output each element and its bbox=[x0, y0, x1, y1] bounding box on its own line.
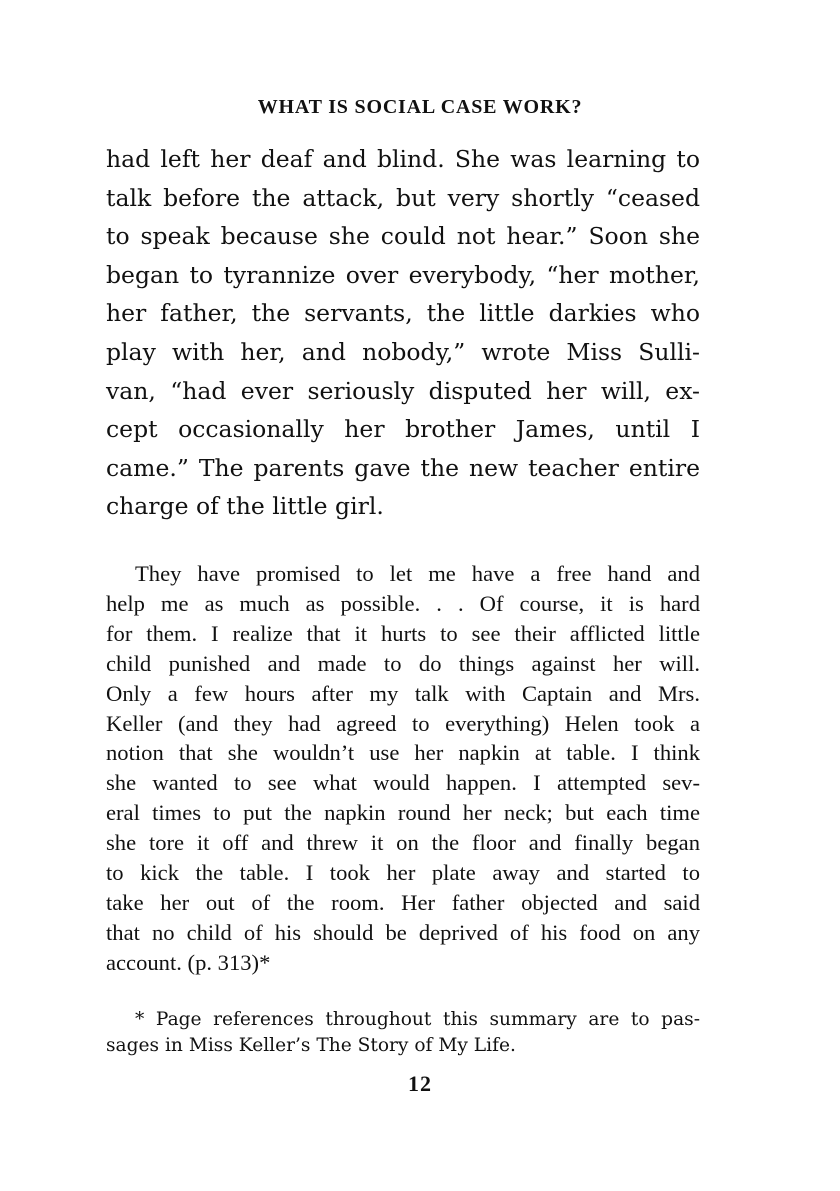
body-line: play with her, and nobody,” wrote Miss Sulli- bbox=[106, 337, 700, 366]
body-paragraph bbox=[106, 140, 700, 526]
quote-line: They have promised to let me have a free hand and bbox=[135, 561, 700, 586]
quote-line: take her out of the room. Her father objected and said bbox=[106, 889, 700, 915]
quote-line: Only a few hours after my talk with Captain and Mrs. bbox=[106, 680, 700, 706]
footnote-line: sages in Miss Keller’s The Story of My Life. bbox=[106, 1035, 516, 1056]
quote-line: to kick the table. I took her plate away and started to bbox=[106, 860, 700, 886]
quote-line: help me as much as possible. . . Of course, it is hard bbox=[106, 590, 700, 616]
quote-line: that no child of his should be deprived of his food on any bbox=[106, 919, 700, 945]
quote-line: she wanted to see what would happen. I attempted sev- bbox=[106, 770, 700, 796]
footnote-line: * Page references throughout this summary are to pas- bbox=[135, 1009, 700, 1030]
body-line: began to tyrannize over everybody, “her mother, bbox=[106, 260, 700, 289]
body-line: had left her deaf and blind. She was learning to bbox=[106, 145, 700, 173]
quote-line: Keller (and they had agreed to everything) Helen took a bbox=[106, 710, 700, 736]
body-line: talk before the attack, but very shortly “ceased bbox=[106, 183, 700, 212]
body-line: charge of the little girl. bbox=[106, 492, 384, 521]
page-number: 12 bbox=[408, 1071, 432, 1096]
body-line: her father, the servants, the little darkies who bbox=[106, 299, 700, 328]
body-line: van, “had ever seriously disputed her will, ex- bbox=[106, 376, 700, 405]
footnote bbox=[106, 1007, 700, 1059]
quote-line: eral times to put the napkin round her neck; but each time bbox=[106, 800, 700, 826]
quote-line: she tore it off and threw it on the floor and finally began bbox=[106, 830, 700, 856]
quote-line: notion that she wouldn’t use her napkin at table. I think bbox=[106, 740, 700, 766]
quote-line: for them. I realize that it hurts to see their afflicted little bbox=[106, 620, 700, 646]
block-quote bbox=[106, 559, 700, 978]
running-head: WHAT IS SOCIAL CASE WORK? bbox=[257, 96, 583, 118]
body-line: cept occasionally her brother James, until I bbox=[106, 415, 700, 444]
body-line: came.” The parents gave the new teacher entire bbox=[106, 453, 700, 482]
quote-line: account. (p. 313)* bbox=[106, 949, 271, 975]
quote-line: child punished and made to do things against her will. bbox=[106, 650, 700, 676]
body-line: to speak because she could not hear.” Soon she bbox=[106, 222, 700, 251]
